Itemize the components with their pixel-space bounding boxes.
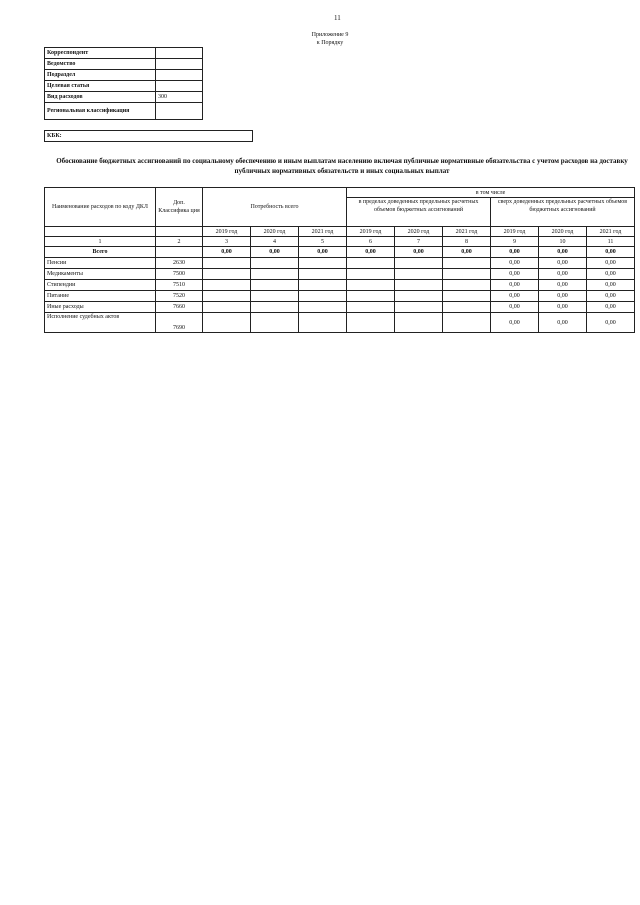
appendix-line-1: Приложение 9 [311,32,349,38]
header-name: Наименование расходов по коду ДКЛ [45,188,156,227]
year-header: 2021 год [299,227,347,237]
row-value: 0,00 [347,247,395,258]
row-value: 0,00 [539,247,587,258]
year-header: 2019 год [203,227,251,237]
meta-value: 300 [156,92,203,103]
year-spacer-1 [45,227,156,237]
row-value [299,291,347,302]
row-name: Медикаменты [45,269,156,280]
meta-value [156,70,203,81]
row-value: 0,00 [587,291,635,302]
row-name: Иные расходы [45,302,156,313]
meta-label: Корреспондент [45,48,156,59]
header-code: Доп. Классифика ция [156,188,203,227]
column-number: 3 [203,237,251,247]
row-value [299,302,347,313]
row-name: Питание [45,291,156,302]
row-value: 0,00 [491,280,539,291]
row-value [443,280,491,291]
row-name: Пенсии [45,258,156,269]
row-value [347,269,395,280]
appendix-note [300,31,360,47]
row-value: 0,00 [491,291,539,302]
row-value: 0,00 [299,247,347,258]
row-value: 0,00 [587,280,635,291]
row-value [347,280,395,291]
row-value [347,258,395,269]
row-value [203,269,251,280]
row-value: 0,00 [539,280,587,291]
row-value [443,258,491,269]
year-header: 2020 год [395,227,443,237]
row-value [203,280,251,291]
row-value [251,280,299,291]
row-value [299,280,347,291]
table-row [45,269,635,280]
row-value [395,291,443,302]
row-value [395,269,443,280]
row-value [299,313,347,333]
header-total-need: Потребность всего [203,188,347,227]
meta-row [45,92,203,103]
row-code: 7510 [156,280,203,291]
row-value: 0,00 [587,269,635,280]
year-spacer-2 [156,227,203,237]
row-value: 0,00 [491,313,539,333]
meta-label: Региональная классификация [45,103,156,120]
row-value [443,269,491,280]
row-value: 0,00 [587,247,635,258]
year-header: 2020 год [539,227,587,237]
meta-label: Ведомство [45,59,156,70]
row-value [443,313,491,333]
column-number: 4 [251,237,299,247]
header-including: в том числе [347,188,635,198]
row-value [203,302,251,313]
row-value: 0,00 [491,247,539,258]
year-header: 2019 год [491,227,539,237]
meta-table [44,47,203,120]
column-number: 2 [156,237,203,247]
kbk-label: КБК: [45,131,253,142]
meta-row [45,81,203,92]
row-value: 0,00 [395,247,443,258]
column-number: 1 [45,237,156,247]
row-value [203,291,251,302]
row-value [347,313,395,333]
row-code: 7690 [156,313,203,333]
row-value: 0,00 [251,247,299,258]
meta-row [45,70,203,81]
row-value: 0,00 [587,302,635,313]
row-value: 0,00 [539,258,587,269]
row-value: 0,00 [491,269,539,280]
row-value [443,291,491,302]
row-value [395,258,443,269]
row-value [251,258,299,269]
row-code: 2630 [156,258,203,269]
column-number: 7 [395,237,443,247]
column-number: 5 [299,237,347,247]
row-value: 0,00 [539,269,587,280]
column-number: 6 [347,237,395,247]
table-row [45,291,635,302]
table-row [45,258,635,269]
row-value [347,302,395,313]
year-header: 2021 год [587,227,635,237]
meta-value [156,81,203,92]
year-header: 2020 год [251,227,299,237]
table-row [45,313,635,333]
row-value [203,258,251,269]
row-value [347,291,395,302]
meta-label: Подраздел [45,70,156,81]
row-value: 0,00 [443,247,491,258]
row-value: 0,00 [539,302,587,313]
table-row [45,280,635,291]
table-row [45,302,635,313]
column-number: 11 [587,237,635,247]
year-header: 2019 год [347,227,395,237]
appendix-line-2: к Порядку [316,40,344,46]
header-within: в пределах доведенных предельных расчетных объемов бюджетных ассигнований [347,198,491,227]
row-value [251,269,299,280]
table-row [45,247,635,258]
meta-row [45,48,203,59]
row-value: 0,00 [539,291,587,302]
row-value: 0,00 [587,313,635,333]
document-title: Обоснование бюджетных ассигнований по социальному обеспечению и иным выплатам населению включая публичные нормативные обязательства с учетом расходов на доставку публичных нормативных обязательств и иных социальных выплат [56,157,628,175]
meta-row [45,103,203,120]
row-value [395,313,443,333]
row-value [251,291,299,302]
row-code [156,247,203,258]
row-value: 0,00 [539,313,587,333]
row-value: 0,00 [587,258,635,269]
row-name: Всего [45,247,156,258]
meta-label: Вид расходов [45,92,156,103]
header-above: сверх доведенных предельных расчетных объемов бюджетных ассигнований [491,198,635,227]
row-value [443,302,491,313]
row-code: 7520 [156,291,203,302]
year-header: 2021 год [443,227,491,237]
row-value [251,313,299,333]
kbk-table [44,130,253,142]
meta-row [45,59,203,70]
row-value [299,258,347,269]
column-number: 9 [491,237,539,247]
row-code: 7500 [156,269,203,280]
row-value [395,280,443,291]
page-number: 11 [334,14,341,22]
meta-value [156,48,203,59]
column-number: 8 [443,237,491,247]
row-value: 0,00 [203,247,251,258]
row-code: 7660 [156,302,203,313]
column-number: 10 [539,237,587,247]
row-value: 0,00 [491,302,539,313]
row-name: Исполнение судебных актов [45,313,156,333]
row-name: Стипендии [45,280,156,291]
row-value [203,313,251,333]
meta-value [156,59,203,70]
row-value [395,302,443,313]
row-value: 0,00 [491,258,539,269]
budget-table [44,187,635,333]
meta-value [156,103,203,120]
row-value [299,269,347,280]
meta-label: Целевая статья [45,81,156,92]
row-value [251,302,299,313]
